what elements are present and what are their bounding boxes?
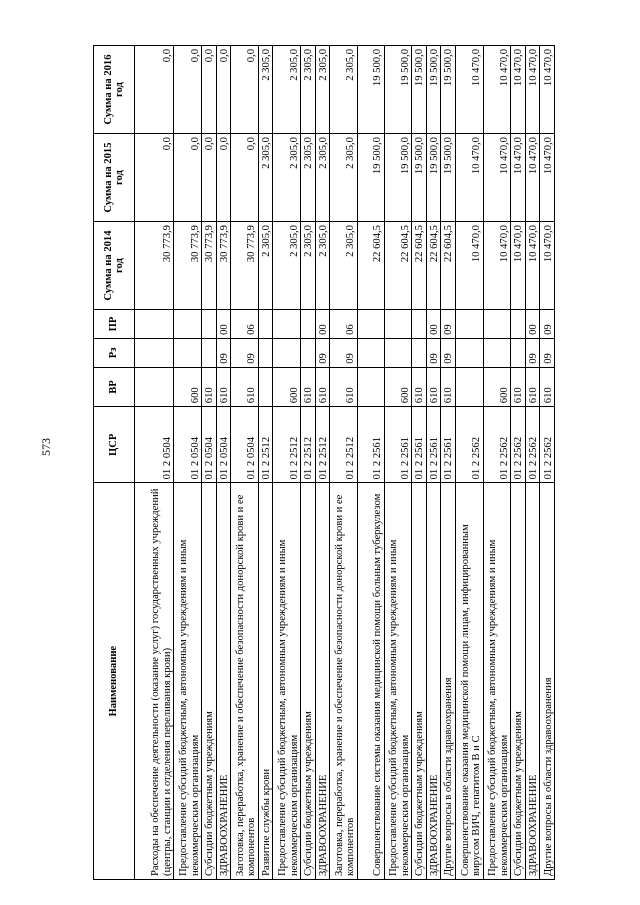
row-sum-2015: 2 305,0: [258, 134, 272, 222]
row-name: Предоставление субсидий бюджетным, автономным учреждениям и иным некоммерческим организациям: [273, 483, 301, 880]
row-csr: 01 2 2561: [384, 407, 412, 483]
row-pr: 00: [315, 310, 329, 339]
row-csr: 01 2 0504: [202, 407, 216, 483]
table-row: [174, 46, 202, 880]
row-pr: 00: [426, 310, 440, 339]
row-csr: 01 2 2562: [455, 407, 483, 483]
table-row: [384, 46, 412, 880]
row-vr: 600: [384, 367, 412, 406]
row-sum-2016: 0,0: [231, 46, 259, 134]
table-row: [330, 46, 358, 880]
table-row: [441, 46, 455, 880]
row-csr: 01 2 2561: [357, 407, 384, 483]
row-sum-2014: 30 773,9: [135, 222, 174, 310]
row-name: Расходы на обеспечение деятельности (оказание услуг) государственных учреждений (центры, станции и отделения переливания крови): [135, 483, 174, 880]
row-sum-2015: 19 500,0: [412, 134, 426, 222]
row-name: Другие вопросы в области здравоохранения: [540, 483, 555, 880]
row-vr: 610: [511, 367, 525, 406]
row-vr: 610: [301, 367, 315, 406]
row-sum-2015: 19 500,0: [384, 134, 412, 222]
row-name: Предоставление субсидий бюджетным, автономным учреждениям и иным некоммерческим организациям: [483, 483, 511, 880]
row-sum-2014: 2 305,0: [273, 222, 301, 310]
row-sum-2014: 10 470,0: [455, 222, 483, 310]
row-sum-2016: 2 305,0: [273, 46, 301, 134]
row-vr: [455, 367, 483, 406]
row-csr: 01 2 2561: [426, 407, 440, 483]
row-name: Субсидии бюджетным учреждениям: [511, 483, 525, 880]
table-row: [273, 46, 301, 880]
row-rz: 09: [315, 338, 329, 367]
row-csr: 01 2 2512: [258, 407, 272, 483]
row-rz: [412, 338, 426, 367]
row-rz: [174, 338, 202, 367]
row-sum-2015: 19 500,0: [441, 134, 455, 222]
row-csr: 01 2 0504: [174, 407, 202, 483]
row-sum-2016: 10 470,0: [455, 46, 483, 134]
row-rz: 09: [441, 338, 455, 367]
row-rz: [483, 338, 511, 367]
row-sum-2016: 19 500,0: [412, 46, 426, 134]
row-rz: [511, 338, 525, 367]
row-sum-2014: 22 604,5: [441, 222, 455, 310]
row-pr: [511, 310, 525, 339]
row-pr: 00: [525, 310, 539, 339]
row-sum-2014: 22 604,5: [426, 222, 440, 310]
row-pr: [412, 310, 426, 339]
row-sum-2016: 10 470,0: [483, 46, 511, 134]
row-sum-2016: 2 305,0: [258, 46, 272, 134]
row-vr: 600: [483, 367, 511, 406]
header-sum-2015: Сумма на 2015 год: [94, 134, 135, 222]
row-rz: [301, 338, 315, 367]
row-csr: 01 2 2561: [441, 407, 455, 483]
table-row: [357, 46, 384, 880]
row-sum-2016: 2 305,0: [330, 46, 358, 134]
row-pr: 06: [231, 310, 259, 339]
row-pr: 09: [441, 310, 455, 339]
row-sum-2016: 0,0: [216, 46, 230, 134]
row-csr: 01 2 2562: [525, 407, 539, 483]
row-pr: 06: [330, 310, 358, 339]
row-vr: [258, 367, 272, 406]
row-sum-2015: 10 470,0: [525, 134, 539, 222]
row-sum-2014: 10 470,0: [540, 222, 555, 310]
row-vr: 610: [525, 367, 539, 406]
table-row: [202, 46, 216, 880]
row-vr: [135, 367, 174, 406]
row-csr: 01 2 2512: [273, 407, 301, 483]
row-rz: [357, 338, 384, 367]
row-rz: [135, 338, 174, 367]
table-row: [315, 46, 329, 880]
row-sum-2015: 2 305,0: [330, 134, 358, 222]
row-name: Заготовка, переработка, хранение и обеспечение безопасности донорской крови и ее компонентов: [231, 483, 259, 880]
row-csr: 01 2 0504: [216, 407, 230, 483]
table-row: [426, 46, 440, 880]
budget-table: [93, 45, 555, 880]
row-pr: [301, 310, 315, 339]
row-sum-2016: 19 500,0: [426, 46, 440, 134]
row-pr: [258, 310, 272, 339]
row-csr: 01 2 2562: [511, 407, 525, 483]
row-sum-2014: 10 470,0: [511, 222, 525, 310]
row-sum-2014: 30 773,9: [174, 222, 202, 310]
row-sum-2016: 19 500,0: [384, 46, 412, 134]
page-number: 573: [39, 438, 53, 456]
header-pr: ПР: [94, 310, 135, 339]
rotated-table-container: [93, 45, 555, 880]
row-name: Заготовка, переработка, хранение и обеспечение безопасности донорской крови и ее компонентов: [330, 483, 358, 880]
row-vr: 610: [330, 367, 358, 406]
table-header-row: [94, 46, 135, 880]
table-row: [455, 46, 483, 880]
row-sum-2015: 0,0: [216, 134, 230, 222]
row-sum-2016: 19 500,0: [357, 46, 384, 134]
row-sum-2014: 2 305,0: [330, 222, 358, 310]
row-sum-2014: 2 305,0: [301, 222, 315, 310]
header-sum-2016: Сумма на 2016 год: [94, 46, 135, 134]
row-rz: 09: [216, 338, 230, 367]
table-row: [511, 46, 525, 880]
row-vr: 610: [540, 367, 555, 406]
table-row: [216, 46, 230, 880]
row-name: Развитие службы крови: [258, 483, 272, 880]
row-sum-2016: 0,0: [174, 46, 202, 134]
row-sum-2016: 10 470,0: [525, 46, 539, 134]
table-row: [258, 46, 272, 880]
table-row: [135, 46, 174, 880]
row-name: Субсидии бюджетным учреждениям: [301, 483, 315, 880]
row-sum-2015: 10 470,0: [511, 134, 525, 222]
row-rz: [202, 338, 216, 367]
row-csr: 01 2 2561: [412, 407, 426, 483]
row-name: Субсидии бюджетным учреждениям: [412, 483, 426, 880]
row-name: ЗДРАВООХРАНЕНИЕ: [216, 483, 230, 880]
row-sum-2015: 10 470,0: [540, 134, 555, 222]
row-pr: 00: [216, 310, 230, 339]
row-sum-2015: 10 470,0: [483, 134, 511, 222]
row-rz: 09: [540, 338, 555, 367]
table-row: [412, 46, 426, 880]
row-rz: 09: [426, 338, 440, 367]
row-rz: [273, 338, 301, 367]
row-rz: [455, 338, 483, 367]
row-name: ЗДРАВООХРАНЕНИЕ: [315, 483, 329, 880]
row-vr: 610: [216, 367, 230, 406]
row-sum-2016: 0,0: [202, 46, 216, 134]
row-sum-2015: 0,0: [135, 134, 174, 222]
row-sum-2014: 30 773,9: [231, 222, 259, 310]
row-vr: 610: [412, 367, 426, 406]
row-sum-2014: 10 470,0: [525, 222, 539, 310]
table-row: [231, 46, 259, 880]
row-sum-2015: 2 305,0: [301, 134, 315, 222]
row-name: Совершенствование системы оказания медицинской помощи больным туберкулезом: [357, 483, 384, 880]
row-rz: 09: [231, 338, 259, 367]
row-vr: 610: [202, 367, 216, 406]
row-pr: [174, 310, 202, 339]
table-row: [483, 46, 511, 880]
row-csr: 01 2 2512: [315, 407, 329, 483]
row-rz: [258, 338, 272, 367]
row-sum-2015: 19 500,0: [357, 134, 384, 222]
row-sum-2014: 10 470,0: [483, 222, 511, 310]
row-name: Совершенствование оказания медицинской помощи лицам, инфицированным вирусом ВИЧ, гепатитом В и С: [455, 483, 483, 880]
row-csr: 01 2 2512: [330, 407, 358, 483]
row-sum-2015: 10 470,0: [455, 134, 483, 222]
row-csr: 01 2 2562: [540, 407, 555, 483]
row-sum-2015: 0,0: [202, 134, 216, 222]
row-rz: 09: [330, 338, 358, 367]
header-name: Наименование: [94, 483, 135, 880]
row-sum-2014: 30 773,9: [216, 222, 230, 310]
header-sum-2014: Сумма на 2014 год: [94, 222, 135, 310]
row-vr: 610: [231, 367, 259, 406]
row-sum-2014: 30 773,9: [202, 222, 216, 310]
row-sum-2016: 10 470,0: [511, 46, 525, 134]
table-row: [540, 46, 555, 880]
row-name: Субсидии бюджетным учреждениям: [202, 483, 216, 880]
row-rz: [384, 338, 412, 367]
row-csr: 01 2 0504: [135, 407, 174, 483]
row-sum-2015: 0,0: [174, 134, 202, 222]
row-name: ЗДРАВООХРАНЕНИЕ: [426, 483, 440, 880]
header-rz: Рз: [94, 338, 135, 367]
row-vr: 600: [174, 367, 202, 406]
row-csr: 01 2 0504: [231, 407, 259, 483]
row-name: Предоставление субсидий бюджетным, автономным учреждениям и иным некоммерческим организациям: [174, 483, 202, 880]
table-body: [135, 46, 555, 880]
row-pr: [135, 310, 174, 339]
row-pr: [384, 310, 412, 339]
table-row: [525, 46, 539, 880]
row-pr: [455, 310, 483, 339]
row-vr: 610: [426, 367, 440, 406]
row-vr: 600: [273, 367, 301, 406]
row-sum-2016: 10 470,0: [540, 46, 555, 134]
table-row: [301, 46, 315, 880]
row-vr: [357, 367, 384, 406]
row-name: ЗДРАВООХРАНЕНИЕ: [525, 483, 539, 880]
row-rz: 09: [525, 338, 539, 367]
row-name: Другие вопросы в области здравоохранения: [441, 483, 455, 880]
row-name: Предоставление субсидий бюджетным, автономным учреждениям и иным некоммерческим организациям: [384, 483, 412, 880]
row-sum-2016: 2 305,0: [301, 46, 315, 134]
header-vr: ВР: [94, 367, 135, 406]
row-sum-2015: 19 500,0: [426, 134, 440, 222]
row-sum-2015: 2 305,0: [273, 134, 301, 222]
row-sum-2014: 22 604,5: [357, 222, 384, 310]
row-sum-2016: 19 500,0: [441, 46, 455, 134]
row-csr: 01 2 2512: [301, 407, 315, 483]
row-pr: [357, 310, 384, 339]
row-sum-2016: 0,0: [135, 46, 174, 134]
row-pr: [273, 310, 301, 339]
row-sum-2016: 2 305,0: [315, 46, 329, 134]
row-pr: 09: [540, 310, 555, 339]
row-sum-2014: 22 604,5: [384, 222, 412, 310]
row-vr: 610: [315, 367, 329, 406]
row-csr: 01 2 2562: [483, 407, 511, 483]
row-vr: 610: [441, 367, 455, 406]
row-sum-2015: 2 305,0: [315, 134, 329, 222]
row-sum-2014: 2 305,0: [315, 222, 329, 310]
row-pr: [202, 310, 216, 339]
header-csr: ЦСР: [94, 407, 135, 483]
row-sum-2015: 0,0: [231, 134, 259, 222]
row-sum-2014: 22 604,5: [412, 222, 426, 310]
row-pr: [483, 310, 511, 339]
row-sum-2014: 2 305,0: [258, 222, 272, 310]
